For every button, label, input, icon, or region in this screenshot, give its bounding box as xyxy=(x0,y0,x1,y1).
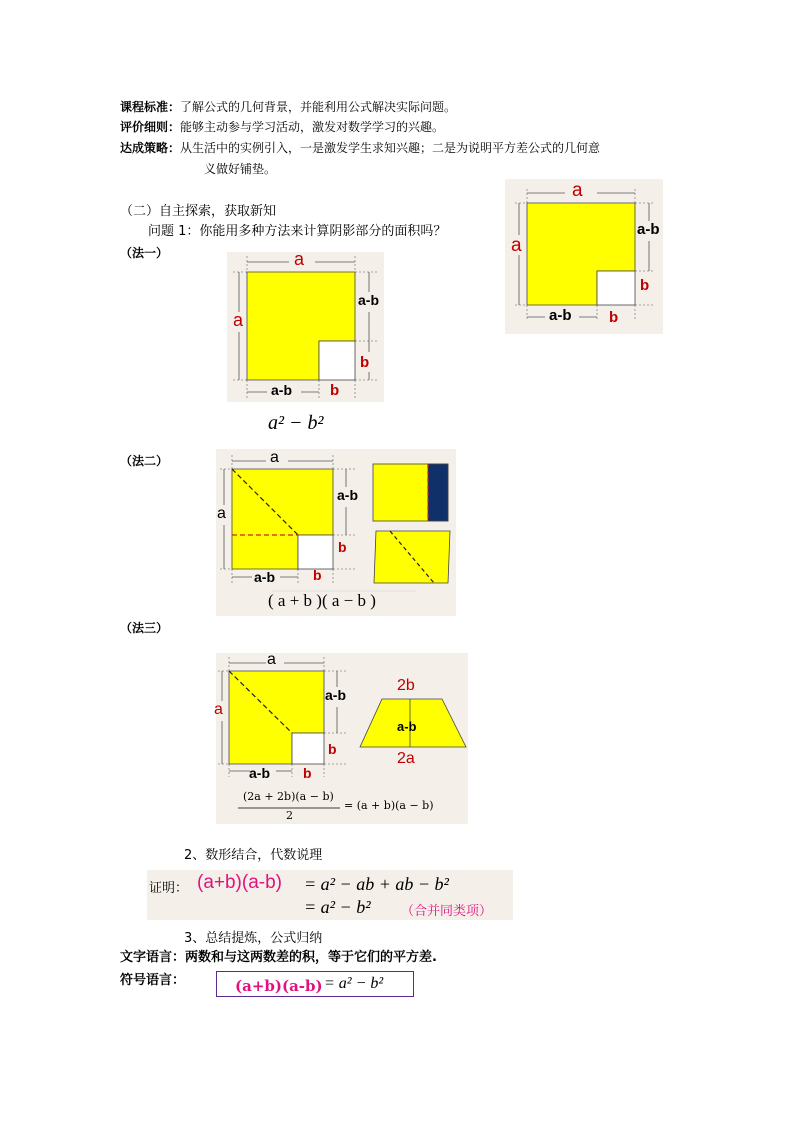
label-a-left: a xyxy=(511,235,522,256)
m2-label-b-bottom: b xyxy=(313,567,322,583)
figure-method-2 xyxy=(216,449,456,616)
m3-label-a-left: a xyxy=(214,701,223,718)
trapezoid-bottom-label: 2a xyxy=(397,750,415,767)
strategy-label: 达成策略： xyxy=(120,141,181,155)
m1-label-a-left: a xyxy=(233,310,244,330)
proof-line-1: = a² − ab + ab − b² xyxy=(304,874,449,894)
method-3-label: （法三） xyxy=(120,621,169,635)
word-language-label: 文字语言： xyxy=(120,950,186,965)
evaluation-label: 评价细则： xyxy=(120,120,181,134)
m2-label-amb-right: a-b xyxy=(337,487,358,503)
m3-label-amb-bottom: a-b xyxy=(249,765,270,781)
course-standard-label: 课程标准： xyxy=(120,100,181,114)
fraction-rhs: = (a + b)(a − b) xyxy=(344,799,434,812)
label-b-right: b xyxy=(640,277,650,294)
evaluation-line xyxy=(120,118,444,136)
m2-label-b-right: b xyxy=(338,539,347,555)
m1-label-a-top: a xyxy=(294,249,305,269)
proof-lhs: (a+b)(a-b) xyxy=(197,872,282,893)
label-amb-right: a-b xyxy=(637,221,660,238)
strategy-line xyxy=(120,139,600,157)
word-language-text: 两数和与这两数差的积，等于它们的平方差. xyxy=(185,950,437,965)
label-b-bottom: b xyxy=(609,309,619,326)
symbol-formula-rhs: = a² − b² xyxy=(324,975,384,992)
strategy-text-1: 从生活中的实例引入，一是激发学生求知兴趣；二是为说明平方差公式的几何意 xyxy=(180,141,601,155)
symbol-formula-lhs: (a+b)(a-b) xyxy=(235,977,323,995)
strategy-text-2: 义做好铺垫。 xyxy=(204,162,277,176)
fraction-denominator: 2 xyxy=(286,809,293,822)
step-2-title: 2、数形结合，代数说理 xyxy=(184,848,323,863)
label-a-top: a xyxy=(572,180,583,201)
m3-label-b-bottom: b xyxy=(303,765,312,781)
trapezoid-height-label: a-b xyxy=(397,719,417,734)
course-standard-line xyxy=(120,98,456,116)
proof-box xyxy=(147,870,513,920)
evaluation-text: 能够主动参与学习活动，激发对数学学习的兴趣。 xyxy=(180,120,445,134)
label-amb-bottom: a-b xyxy=(549,307,572,324)
step-3-title: 3、总结提炼，公式归纳 xyxy=(184,931,323,946)
proof-note: （合并同类项） xyxy=(401,904,493,919)
symbol-language-label: 符号语言： xyxy=(120,973,186,988)
method-2-formula: ( a + b )( a − b ) xyxy=(268,591,376,610)
m1-label-amb-right: a-b xyxy=(358,292,379,308)
section-title: （二）自主探索，获取新知 xyxy=(120,204,277,219)
m3-label-amb-right: a-b xyxy=(325,687,346,703)
method-1-label: （法一） xyxy=(120,246,169,260)
method-2-label: （法二） xyxy=(120,454,169,468)
trapezoid-top-label: 2b xyxy=(397,677,415,694)
figure-method-1 xyxy=(227,249,384,402)
proof-label: 证明： xyxy=(149,881,189,896)
fraction-numerator: (2a + 2b)(a − b) xyxy=(243,790,334,803)
m2-label-a-left: a xyxy=(217,505,226,522)
method-1-formula: a² − b² xyxy=(268,412,324,434)
m2-label-amb-bottom: a-b xyxy=(254,569,275,585)
question-1: 问题 1：你能用多种方法来计算阴影部分的面积吗？ xyxy=(148,224,447,239)
m1-label-b-bottom: b xyxy=(330,382,340,399)
m3-label-b-right: b xyxy=(328,741,337,757)
word-language-line xyxy=(120,949,437,967)
symbol-formula-box xyxy=(216,971,414,997)
m2-label-a-top: a xyxy=(270,449,279,466)
figure-top-right xyxy=(505,179,663,334)
m1-label-amb-bottom: a-b xyxy=(271,382,292,398)
proof-line-2: = a² − b² xyxy=(304,897,371,917)
m3-label-a-top: a xyxy=(267,651,276,668)
figure-method-3 xyxy=(216,653,468,824)
m1-label-b-right: b xyxy=(360,354,370,371)
course-standard-text: 了解公式的几何背景，并能利用公式解决实际问题。 xyxy=(180,100,457,114)
